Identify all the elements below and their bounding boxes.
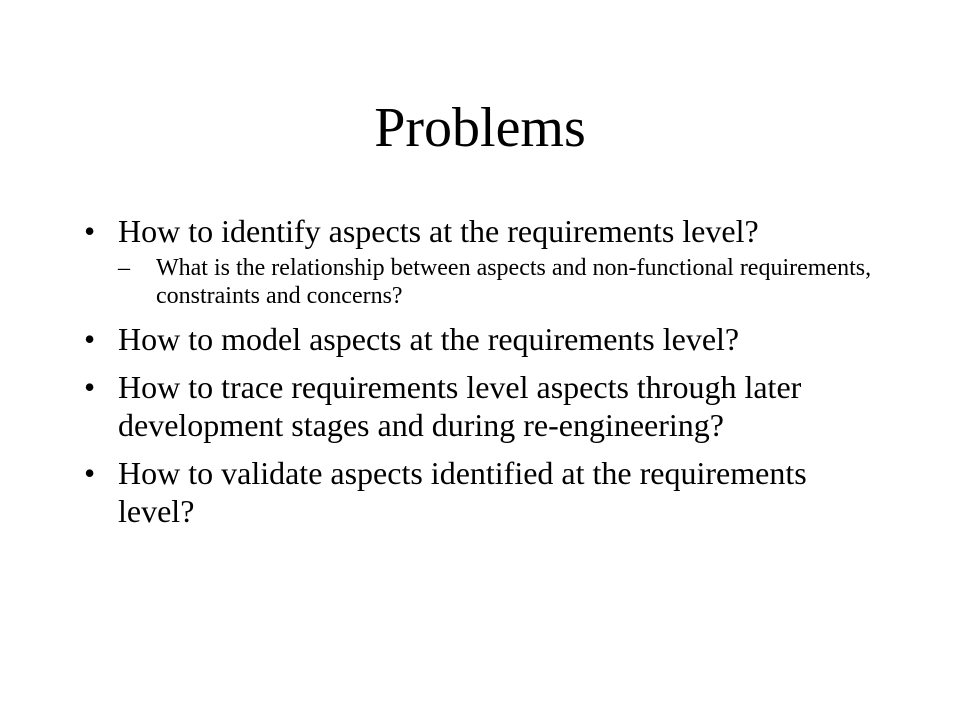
sub-bullet-marker: – [118,255,130,281]
bullet-text-2: How to model aspects at the requirements level? [118,321,740,357]
sub-bullet-list [118,254,884,310]
bullet-list [84,212,884,540]
bullet-item-4 [84,454,884,530]
bullet-item-3 [84,368,884,444]
bullet-text-1: How to identify aspects at the requirements level? [118,213,759,249]
bullet-marker: • [84,321,96,357]
bullet-marker: • [84,213,96,249]
sub-bullet-item-1 [118,254,884,310]
bullet-text-4: How to validate aspects identified at the requirements level? [118,455,807,529]
bullet-item-1 [84,212,884,310]
bullet-marker: • [84,455,96,491]
slide-title: Problems [374,97,586,159]
sub-bullet-text-1: What is the relationship between aspects and non-functional requirements, constraints and concerns? [156,255,872,309]
bullet-text-3: How to trace requirements level aspects through later development stages and during re-engineering? [118,369,802,443]
bullet-item-2 [84,320,884,358]
bullet-marker: • [84,369,96,405]
